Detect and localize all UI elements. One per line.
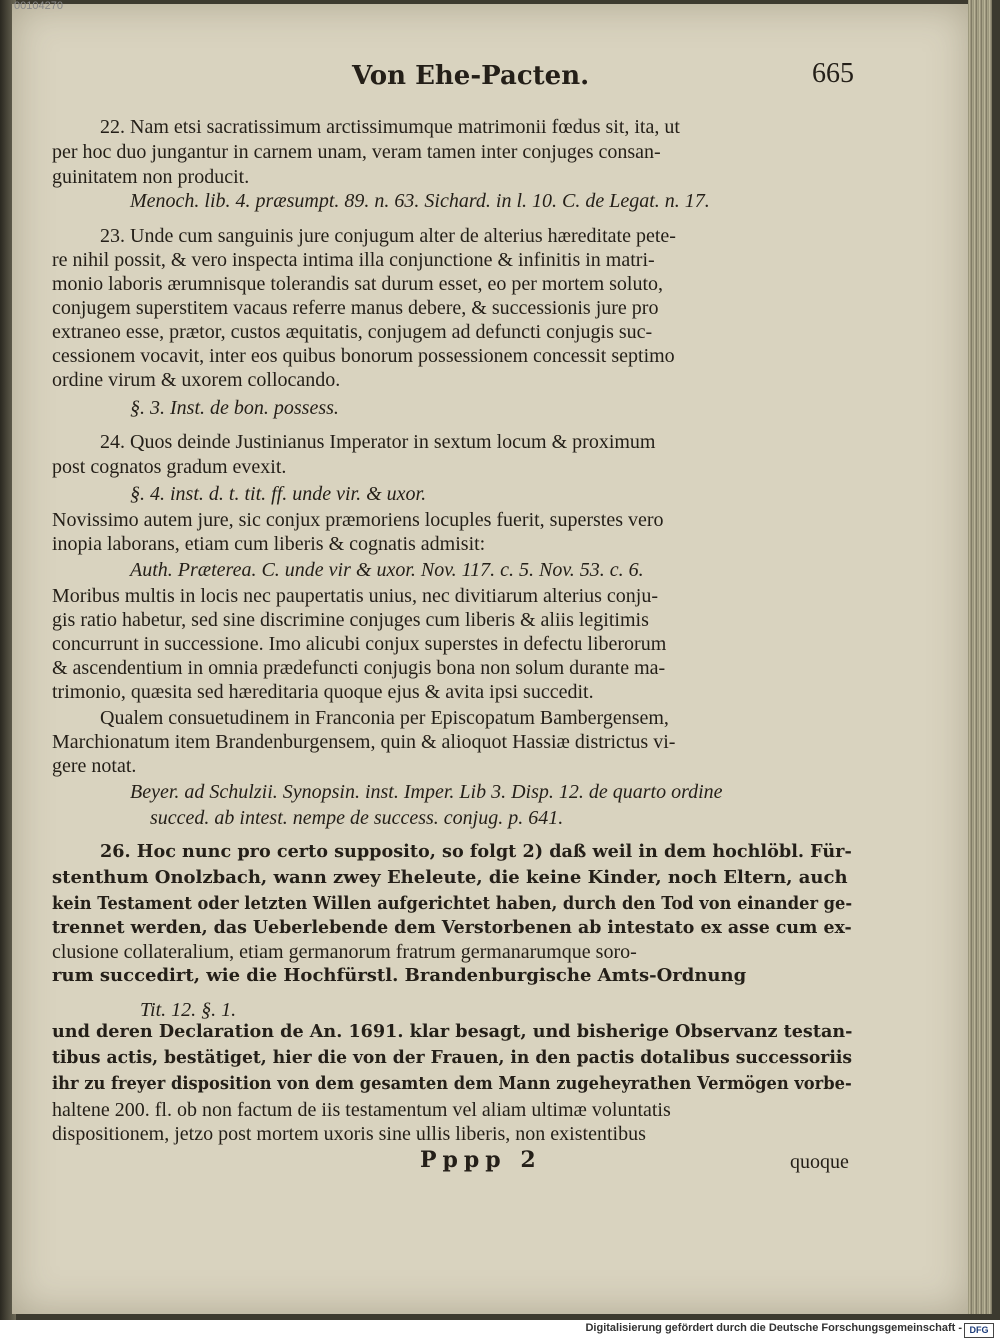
text-line: gis ratio habetur, sed sine discrimine conjuges cum liberis & aliis legitimis <box>52 609 649 631</box>
text-line: ihr zu freyer disposition von dem gesamten dem Mann zugeheyrathen Vermögen vorbe- <box>52 1073 852 1094</box>
text-line: haltene 200. fl. ob non factum de iis testamentum vel aliam ultimæ voluntatis <box>52 1099 671 1121</box>
corner-id: 00104270 <box>14 0 63 12</box>
text-line: und deren Declaration de An. 1691. klar besagt, und bisherige Observanz testan- <box>52 1021 853 1042</box>
text-line: Tit. 12. §. 1. <box>140 999 237 1021</box>
text-line: Novissimo autem jure, sic conjux præmoriens locuples fuerit, superstes vero <box>52 509 664 531</box>
text-line: 23. Unde cum sanguinis jure conjugum alter de alterius hæreditate pete- <box>100 225 676 247</box>
text-line: §. 3. Inst. de bon. possess. <box>130 397 339 419</box>
text-line: conjugem superstitem vacaus referre manus debere, & successionis jure pro <box>52 297 659 319</box>
text-line: 22. Nam etsi sacratissimum arctissimumque matrimonii fœdus sit, ita, ut <box>100 116 680 138</box>
text-line: 24. Quos deinde Justinianus Imperator in sextum locum & proximum <box>100 431 656 453</box>
text-line: trennet werden, das Ueberlebende dem Verstorbenen ab intestato ex asse cum ex- <box>52 917 852 938</box>
text-line: & ascendentium in omnia prædefuncti conjugis bona non solum durante ma- <box>52 657 666 679</box>
text-line: rum succedirt, wie die Hochfürstl. Brandenburgische Amts-Ordnung <box>52 965 747 986</box>
footer-credit: Digitalisierung gefördert durch die Deutsche Forschungsgemeinschaft - <box>585 1322 962 1334</box>
text-line: ordine virum & uxorem collocando. <box>52 369 341 391</box>
text-line: kein Testament oder letzten Willen aufgerichtet haben, durch den Tod von einander ge- <box>52 893 853 914</box>
text-line: Moribus multis in locis nec paupertatis unius, nec divitiarum alterius conju- <box>52 585 658 607</box>
text-line: guinitatem non producit. <box>52 166 250 188</box>
text-line: Auth. Præterea. C. unde vir & uxor. Nov. 117. c. 5. Nov. 53. c. 6. <box>130 559 644 581</box>
text-line: Menoch. lib. 4. præsumpt. 89. n. 63. Sichard. in l. 10. C. de Legat. n. 17. <box>130 190 710 212</box>
text-line: extraneo esse, prætor, custos æquitatis, conjugem ad defuncti conjugis suc- <box>52 321 653 343</box>
text-line: per hoc duo jungantur in carnem unam, veram tamen inter conjuges consan- <box>52 141 661 163</box>
text-line: Beyer. ad Schulzii. Synopsin. inst. Imper. Lib 3. Disp. 12. de quarto ordine <box>130 781 723 803</box>
text-line: clusione collateralium, etiam germanorum fratrum germanarumque soro- <box>52 941 637 963</box>
text-line: monio laboris ærumnisque tolerandis sat durum esset, eo per mortem soluto, <box>52 273 664 295</box>
text-line: tibus actis, bestätiget, hier die von der Frauen, in den pactis dotalibus successoriis <box>52 1047 852 1068</box>
page-number: 665 <box>812 58 854 89</box>
page-edges <box>968 0 992 1314</box>
text-line: §. 4. inst. d. t. tit. ff. unde vir. & uxor. <box>130 483 427 505</box>
text-line: re nihil possit, & vero inspecta intima illa conjunctione & infinitis in matri- <box>52 249 655 271</box>
text-line: succed. ab intest. nempe de success. conjug. p. 641. <box>150 807 564 829</box>
text-line: trimonio, quæsita sed hæreditaria quoque ejus & avita ipsi succedit. <box>52 681 594 703</box>
text-line: dispositionem, jetzo post mortem uxoris sine ullis liberis, non existentibus <box>52 1123 646 1145</box>
text-line: inopia laborans, etiam cum liberis & cognatis admisit: <box>52 533 486 555</box>
text-line: Qualem consuetudinem in Franconia per Episcopatum Bambergensem, <box>100 707 669 729</box>
text-line: concurrunt in successione. Imo alicubi conjux superstes in defectu liberorum <box>52 633 667 655</box>
text-line: cessionem vocavit, inter eos quibus bonorum possessionem concessit septimo <box>52 345 675 367</box>
text-line: stenthum Onolzbach, wann zwey Eheleute, die keine Kinder, noch Eltern, auch <box>52 867 848 888</box>
page-header-title: Von Ehe-Pacten. <box>352 61 590 91</box>
text-line: 26. Hoc nunc pro certo supposito, so folgt 2) daß weil in dem hochlöbl. Für- <box>100 841 852 862</box>
text-line: Marchionatum item Brandenburgensem, quin & alioquot Hassiæ districtus vi- <box>52 731 676 753</box>
text-line: gere notat. <box>52 755 137 777</box>
footer-bar <box>0 1320 1000 1339</box>
signature-mark: Pppp 2 <box>420 1147 542 1173</box>
catchword: quoque <box>790 1151 849 1173</box>
book-page <box>12 0 970 1314</box>
dfg-logo: DFG <box>964 1323 994 1338</box>
text-line: post cognatos gradum evexit. <box>52 456 287 478</box>
